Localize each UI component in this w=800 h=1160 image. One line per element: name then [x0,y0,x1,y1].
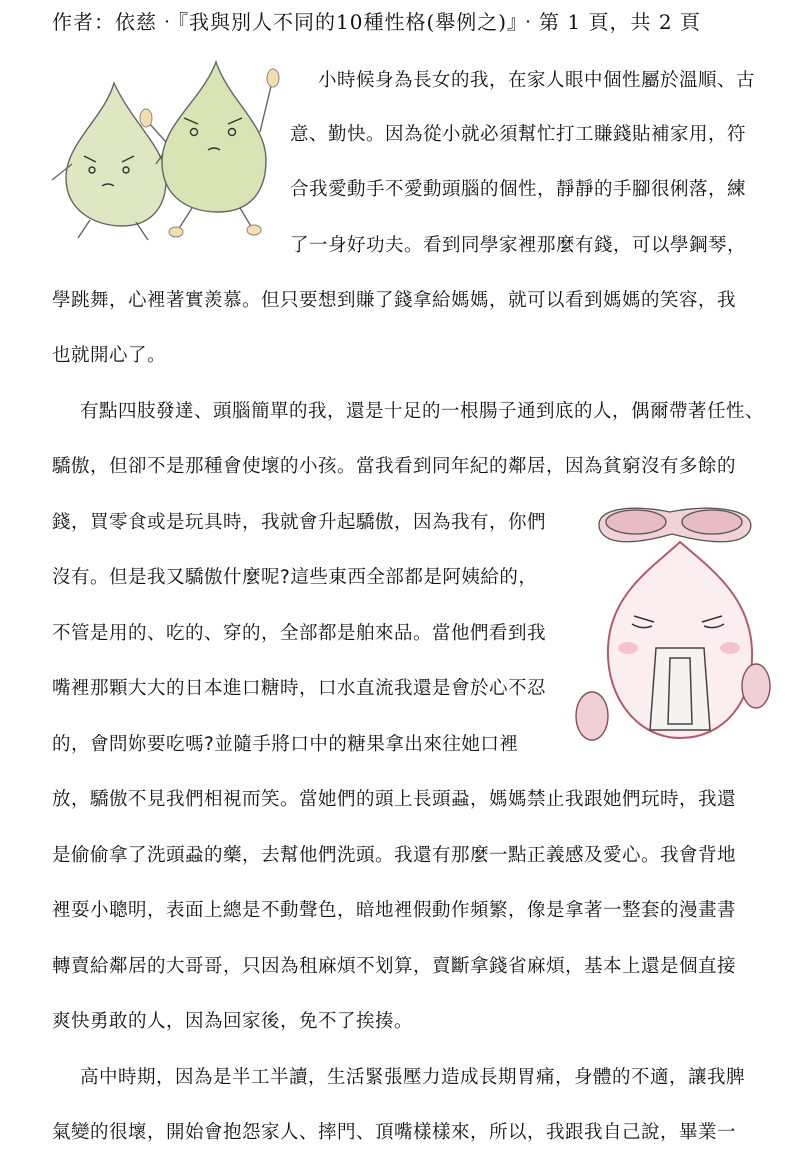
text-line: 的，會問妳要吃嗎?並隨手將口中的糖果拿出來往她口裡 [52,734,519,755]
text-line: 裡耍小聰明，表面上總是不動聲色，暗地裡假動作頻繁，像是拿著一整套的漫畫書 [52,900,737,921]
left-hand [576,692,608,740]
text-line: 嘴裡那顆大大的日本進口糖時，口水直流我還是會於心不忍 [52,678,547,699]
text-line: 了一身好功夫。看到同學家裡那麼有錢，可以學鋼琴， [290,235,747,256]
drop-characters-illustration [44,52,284,242]
large-drop-character [148,62,272,230]
text-line: 轉賣給鄰居的大哥哥，只因為租麻煩不划算，賣斷拿錢省麻煩，基本上還是個直接 [52,956,737,977]
goggles [599,508,751,542]
page-header: 作者：依慈‧『我與別人不同的10種性格(舉例之)』‧第 1 頁，共 2 頁 [52,10,701,34]
text-line: 有點四肢發達、頭腦簡單的我，還是十足的一根腸子通到底的人，偶爾帶著任性、 [80,401,765,422]
text-line: 高中時期，因為是半工半讀，生活緊張壓力造成長期胃痛，身體的不適，讓我脾 [80,1067,746,1088]
pink-drop-character-illustration [572,498,778,764]
text-line: 不管是用的、吃的、穿的，全部都是舶來品。當他們看到我 [52,623,547,644]
text-line: 沒有。但是我又驕傲什麼呢?這些東西全部都是阿姨給的， [52,567,538,588]
text-line: 驕傲，但卻不是那種會使壞的小孩。當我看到同年紀的鄰居，因為貧窮沒有多餘的 [52,456,737,477]
text-line: 錢，買零食或是玩具時，我就會升起驕傲，因為我有，你們 [52,512,547,533]
text-line: 放，驕傲不見我們相視而笑。當她們的頭上長頭蝨，媽媽禁止我跟她們玩時，我還 [52,789,737,810]
open-mouth [650,648,710,730]
text-line: 小時候身為長女的我，在家人眼中個性屬於溫順、古 [318,70,756,91]
text-line: 氣變的很壞，開始會抱怨家人、摔門、頂嘴樣樣來，所以，我跟我自己說，畢業一 [52,1122,737,1143]
text-line: 也就開心了。 [52,345,167,366]
text-line: 是偷偷拿了洗頭蝨的藥，去幫他們洗頭。我還有那麼一點正義感及愛心。我會背地 [52,845,737,866]
text-line: 學跳舞，心裡著實羨慕。但只要想到賺了錢拿給媽媽，就可以看到媽媽的笑容，我 [52,290,737,311]
small-drop-character [52,83,178,240]
text-line: 意、勤快。因為從小就必須幫忙打工賺錢貼補家用，符 [290,124,747,145]
text-line: 合我愛動手不愛動頭腦的個性，靜靜的手腳很俐落，練 [290,179,747,200]
text-line: 爽快勇敢的人，因為回家後，免不了挨揍。 [52,1011,414,1032]
right-hand [742,664,770,708]
